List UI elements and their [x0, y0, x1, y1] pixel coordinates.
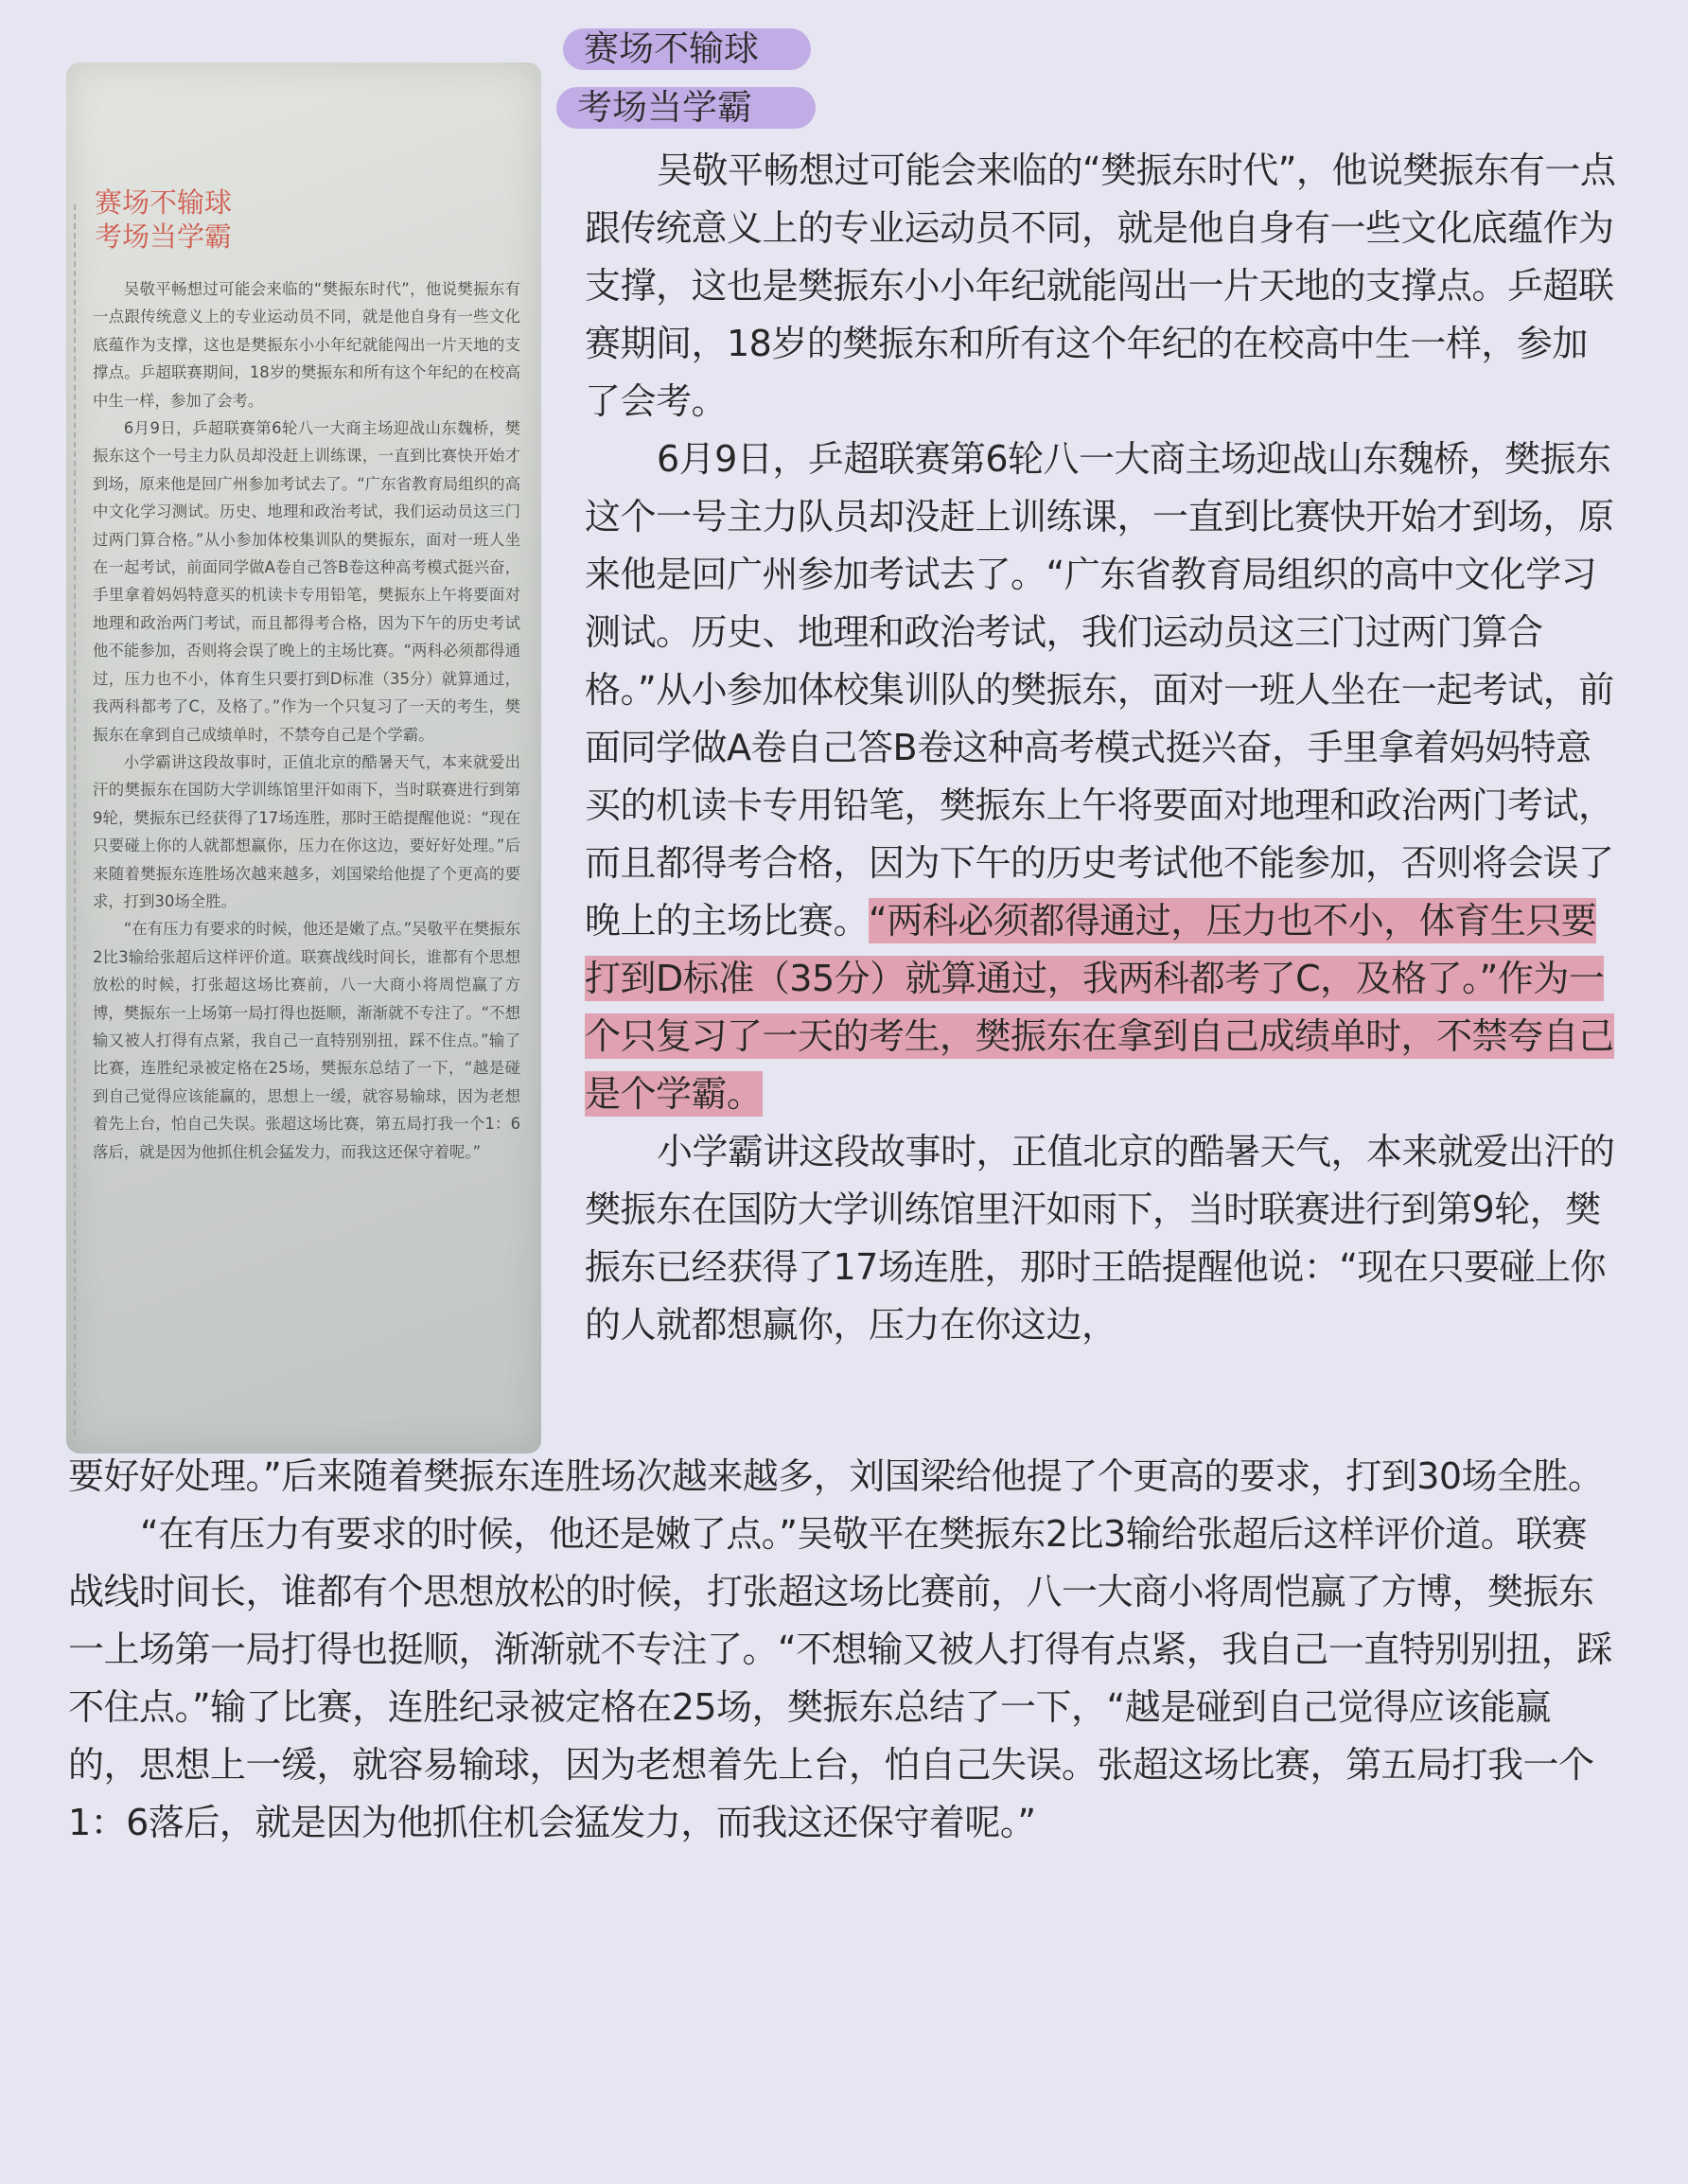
photo-paragraph: 吴敬平畅想过可能会来临的“樊振东时代”，他说樊振东有一点跟传统意义上的专业运动员不同，就是他自身有一些文化底蕴作为支撑，这也是樊振东小小年纪就能闯出一片天地的支撑点。乒超联赛期间，18岁的樊振东和所有这个年纪的在校高中生一样，参加了会考。: [93, 280, 520, 410]
heading-tag-2: 考场当学霸: [556, 87, 816, 129]
photo-paragraph: “在有压力有要求的时候，他还是嫩了点。”吴敬平在樊振东2比3输给张超后这样评价道。联赛战线时间长，谁都有个思想放松的时候，打张超这场比赛前，八一大商小将周恺赢了方博，樊振东一上场第一局打得也挺顺，渐渐就不专注了。“不想输又被人打得有点紧，我自己一直特别别扭，踩不住点。”输了比赛，连胜纪录被定格在25场，樊振东总结了一下，“越是碰到自己觉得应该能赢的，思想上一缓，就容易输球，因为老想着先上台，怕自己失误。张超这场比赛，第五局打我一个1：6落后，就是因为他抓住机会猛发力，而我这还保守着呢。”: [93, 920, 520, 1161]
article-main-column: [585, 142, 1620, 1354]
paragraph-4: “在有压力有要求的时候，他还是嫩了点。”吴敬平在樊振东2比3输给张超后这样评价道。联赛战线时间长，谁都有个思想放松的时候，打张超这场比赛前，八一大商小将周恺赢了方博，樊振东一上场第一局打得也挺顺，渐渐就不专注了。“不想输又被人打得有点紧，我自己一直特别别扭，踩不住点。”输了比赛，连胜纪录被定格在25场，樊振东总结了一下，“越是碰到自己觉得应该能赢的，思想上一缓，就容易输球，因为老想着先上台，怕自己失误。张超这场比赛，第五局打我一个1：6落后，就是因为他抓住机会猛发力，而我这还保守着呢。”: [68, 1513, 1612, 1843]
photo-title: [95, 185, 232, 254]
photo-paragraph: 6月9日，乒超联赛第6轮八一大商主场迎战山东魏桥，樊振东这个一号主力队员却没赶上训练课，一直到比赛快开始才到场，原来他是回广州参加考试去了。“广东省教育局组织的高中文化学习测试。历史、地理和政治考试，我们运动员这三门过两门算合格。”从小参加体校集训队的樊振东，面对一班人坐在一起考试，前面同学做A卷自己答B卷这种高考模式挺兴奋，手里拿着妈妈特意买的机读卡专用铅笔，樊振东上午将要面对地理和政治两门考试，而且都得考合格，因为下午的历史考试他不能参加，否则将会误了晚上的主场比赛。“两科必须都得通过，压力也不小，体育生只要打到D标准（35分）就算通过，我两科都考了C，及格了。”作为一个只复习了一天的考生，樊振东在拿到自己成绩单时，不禁夸自己是个学霸。: [93, 419, 520, 744]
photo-dashed-rule: [74, 204, 76, 1435]
paragraph-3-continued: 要好好处理。”后来随着樊振东连胜场次越来越多，刘国梁给他提了个更高的要求，打到30场全胜。: [68, 1455, 1604, 1497]
photo-title-line1: 赛场不输球: [95, 186, 233, 219]
photo-title-line2: 考场当学霸: [95, 220, 233, 253]
photo-article-text: [93, 275, 520, 1166]
magazine-photo: [66, 62, 541, 1453]
paragraph-2: [585, 431, 1620, 1123]
paragraph-2-text: 6月9日，乒超联赛第6轮八一大商主场迎战山东魏桥，樊振东这个一号主力队员却没赶上训练课，一直到比赛快开始才到场，原来他是回广州参加考试去了。“广东省教育局组织的高中文化学习测试。历史、地理和政治考试，我们运动员这三门过两门算合格。”从小参加体校集训队的樊振东，面对一班人坐在一起考试，前面同学做A卷自己答B卷这种高考模式挺兴奋，手里拿着妈妈特意买的机读卡专用铅笔，樊振东上午将要面对地理和政治两门考试，而且都得考合格，因为下午的历史考试他不能参加，否则将会误了晚上的主场比赛。: [585, 438, 1614, 942]
photo-paragraph: 小学霸讲这段故事时，正值北京的酷暑天气，本来就爱出汗的樊振东在国防大学训练馆里汗如雨下，当时联赛进行到第9轮，樊振东已经获得了17场连胜，那时王皓提醒他说：“现在只要碰上你的人就都想赢你，压力在你这边，要好好处理。”后来随着樊振东连胜场次越来越多，刘国梁给他提了个更高的要求，打到30场全胜。: [93, 752, 520, 910]
article-lower-block: [68, 1448, 1620, 1852]
highlighted-passage: “两科必须都得通过，压力也不小，体育生只要打到D标准（35分）就算通过，我两科都考了C，及格了。”作为一个只复习了一天的考生，樊振东在拿到自己成绩单时，不禁夸自己是个学霸。: [585, 900, 1614, 1115]
paragraph-3-start: 小学霸讲这段故事时，正值北京的酷暑天气，本来就爱出汗的樊振东在国防大学训练馆里汗如雨下，当时联赛进行到第9轮，樊振东已经获得了17场连胜，那时王皓提醒他说：“现在只要碰上你的人就都想赢你，压力在你这边，: [585, 1131, 1615, 1346]
paragraph-1: 吴敬平畅想过可能会来临的“樊振东时代”，他说樊振东有一点跟传统意义上的专业运动员不同，就是他自身有一些文化底蕴作为支撑，这也是樊振东小小年纪就能闯出一片天地的支撑点。乒超联赛期间，18岁的樊振东和所有这个年纪的在校高中生一样，参加了会考。: [585, 150, 1616, 422]
heading-tag-1: 赛场不输球: [563, 28, 811, 70]
